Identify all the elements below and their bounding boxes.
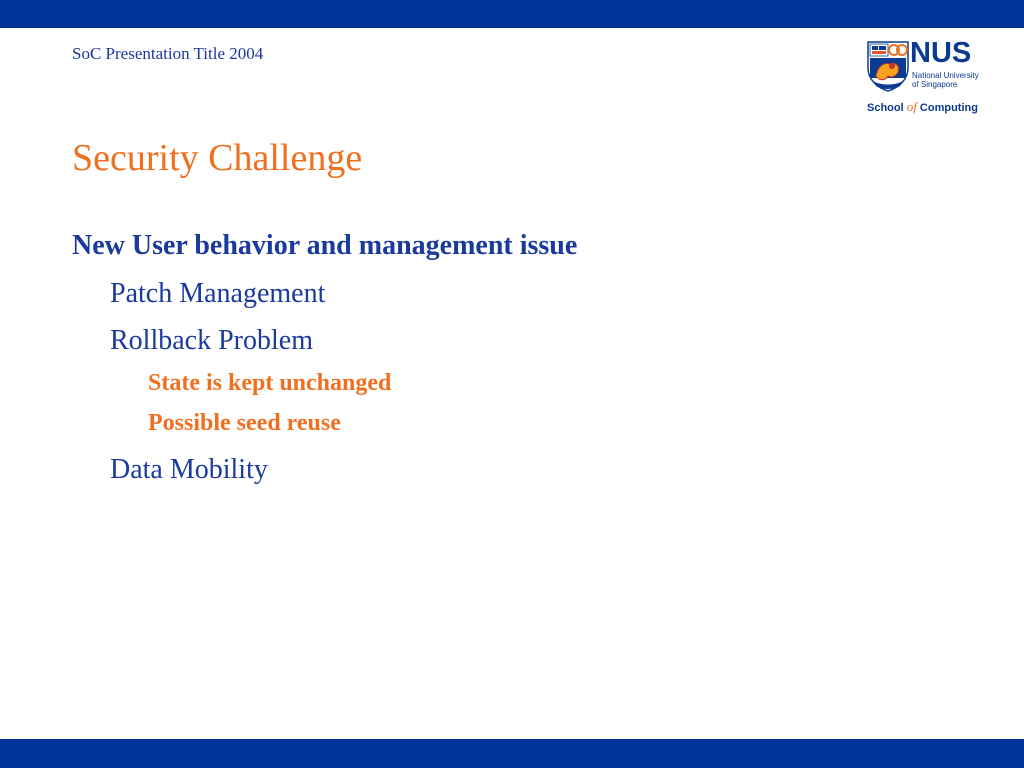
logo-wordmark: NUS — [910, 37, 972, 69]
logo-school-suffix: Computing — [916, 102, 978, 114]
slide-title: Security Challenge — [72, 137, 363, 179]
bottom-band — [0, 739, 1024, 768]
logo-school-prefix: School — [867, 102, 907, 114]
bullet-level3: Possible seed reuse — [148, 410, 341, 436]
bullet-level3: State is kept unchanged — [148, 370, 392, 396]
bullet-level2: Data Mobility — [110, 454, 268, 485]
logo-university-line2: of Singapore — [912, 80, 958, 89]
presentation-title: SoC Presentation Title 2004 — [72, 44, 264, 63]
logo-school-of: of — [906, 99, 917, 114]
bullet-level1: New User behavior and management issue — [72, 230, 578, 261]
bullet-level2: Rollback Problem — [110, 325, 313, 356]
logo-university-line1: National University — [912, 71, 979, 80]
bullet-level2: Patch Management — [110, 278, 326, 309]
